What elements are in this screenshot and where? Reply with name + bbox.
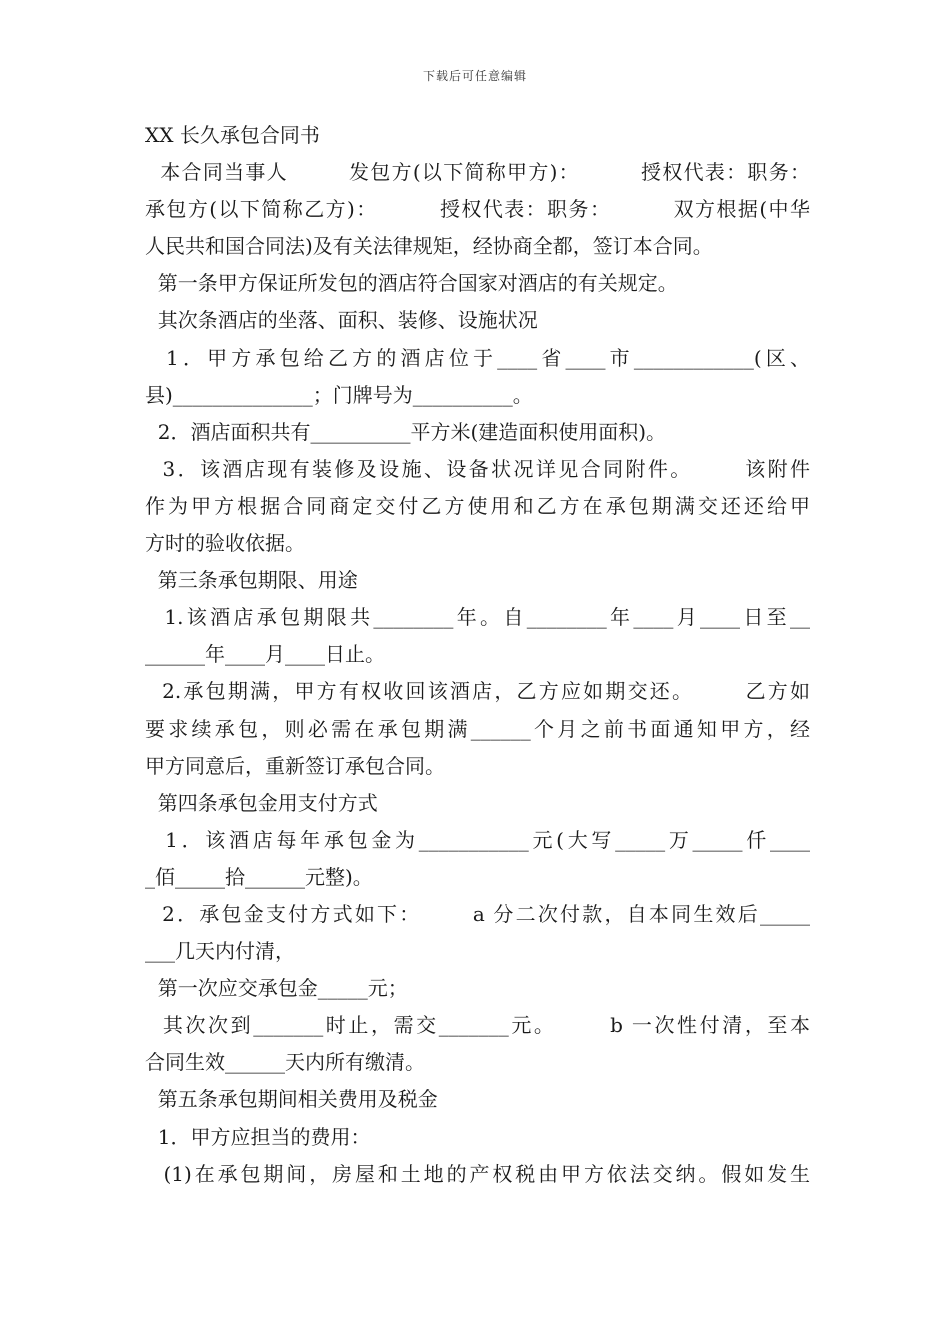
text-line: 其次条酒店的坐落、面积、装修、设施状况 [145,308,538,333]
text-line: 1．甲方承包给乙方的酒店位于____省____市____________(区、 [145,345,810,370]
text-line: 其次次到_______时止，需交_______元。 b 一次性付清，至本 [145,1013,810,1038]
document-title: XX 长久承包合同书 [145,123,320,147]
text-line: 1.该酒店承包期限共________年。自________年____月____日至__ [145,605,810,630]
text-line: 承包方(以下简称乙方)： 授权代表：职务： 双方根据(中华 [145,197,810,222]
text-line: 第三条承包期限、用途 [145,568,358,593]
text-line: 2．承包金支付方式如下： a 分二次付款，自本同生效后_____ [145,901,810,926]
text-line: 合同生效______天内所有缴清。 [145,1050,425,1075]
text-line: 县)______________；门牌号为__________。 [145,382,533,407]
text-line: 甲方同意后，重新签订承包合同。 [145,753,445,778]
text-line: 本合同当事人 发包方(以下简称甲方)： 授权代表：职务： [145,160,810,185]
text-line: 作为甲方根据合同商定交付乙方使用和乙方在承包期满交还还给甲 [145,493,810,518]
text-line: 人民共和国合同法)及有关法律规矩，经协商全都，签订本合同。 [145,234,713,259]
text-line: 3．该酒店现有装修及设施、设备状况详见合同附件。 该附件 [145,456,810,481]
text-line: 1．该酒店每年承包金为___________元(大写_____万_____仟____ [145,827,810,852]
text-line: 要求续承包，则必需在承包期满______个月之前书面通知甲方，经 [145,716,810,741]
text-line: 2．酒店面积共有__________平方米(建造面积使用面积)。 [145,419,667,444]
contract-body [145,117,810,1193]
text-line: ______年____月____日止。 [145,642,385,667]
text-line: 第五条承包期间相关费用及税金 [145,1087,438,1112]
text-line: _佰_____拾______元整)。 [145,864,373,889]
text-line: 第四条承包金用支付方式 [145,790,378,815]
text-line: ___几天内付清， [145,939,295,964]
text-line: 1．甲方应担当的费用： [145,1124,371,1149]
text-line: 第一次应交承包金_____元； [145,976,408,1001]
text-line: 方时的验收依据。 [145,531,305,556]
text-line: 第一条甲方保证所发包的酒店符合国家对酒店的有关规定。 [145,271,678,296]
text-line: 2.承包期满，甲方有权收回该酒店，乙方应如期交还。 乙方如 [145,679,810,704]
text-line: (1)在承包期间，房屋和土地的产权税由甲方依法交纳。假如发生 [145,1161,810,1186]
page-header-note: 下载后可任意编辑 [422,69,527,83]
